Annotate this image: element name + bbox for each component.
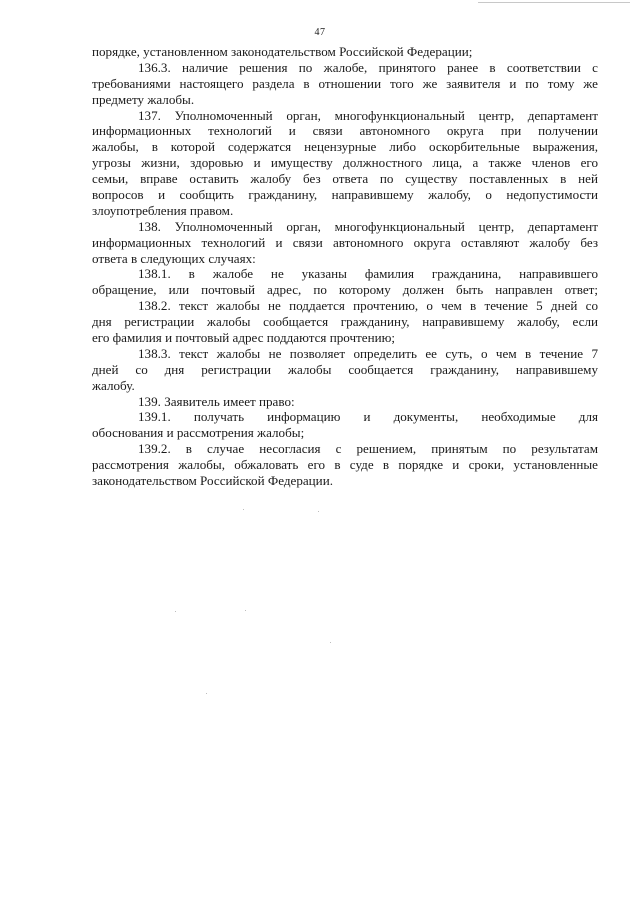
text-line: информационных технологий и связи автономного округа оставляют жалобу без bbox=[92, 234, 598, 250]
text-line: 138.1. в жалобе не указаны фамилия гражданина, направившего bbox=[138, 266, 598, 282]
text-line: семьи, вправе оставить жалобу без ответа по существу поставленных в ней bbox=[92, 171, 598, 187]
text-line: рассмотрения жалобы, обжаловать его в суде в порядке и сроки, установленные bbox=[92, 457, 598, 473]
document-body bbox=[92, 44, 598, 489]
text-line: вопросов и сообщить гражданину, направившему жалобу, о недопустимости bbox=[92, 187, 598, 203]
text-line: 138. Уполномоченный орган, многофункциональный центр, департамент bbox=[138, 218, 598, 234]
text-line: 139.2. в случае несогласия с решением, принятым по результатам bbox=[138, 441, 598, 457]
text-line: дней со дня регистрации жалобы сообщается гражданину, направившему bbox=[92, 361, 598, 377]
text-line: злоупотребления правом. bbox=[92, 202, 234, 218]
scan-speck bbox=[206, 693, 207, 694]
scan-speck bbox=[245, 610, 246, 611]
text-line: 136.3. наличие решения по жалобе, принятого ранее в соответствии с bbox=[138, 59, 598, 75]
scan-speck bbox=[175, 611, 176, 612]
text-line: 138.2. текст жалобы не поддается прочтению, о чем в течение 5 дней со bbox=[138, 298, 598, 314]
text-line: дня регистрации жалобы сообщается гражданину, направившему жалобу, если bbox=[92, 314, 598, 330]
scan-speck bbox=[330, 642, 331, 643]
text-line: порядке, установленном законодательством Российской Федерации; bbox=[92, 44, 473, 59]
text-line: требованиями настоящего раздела в отношении того же заявителя и по тому же bbox=[92, 75, 598, 91]
text-line: ответа в следующих случаях: bbox=[92, 250, 256, 266]
text-line: его фамилия и почтовый адрес поддаются прочтению; bbox=[92, 330, 396, 346]
text-line: 139. Заявитель имеет право: bbox=[138, 393, 295, 409]
scan-speck bbox=[318, 511, 319, 512]
text-line: 138.3. текст жалобы не позволяет определить ее суть, о чем в течение 7 bbox=[138, 345, 598, 361]
scan-edge-line bbox=[478, 2, 630, 3]
page-number: 47 bbox=[314, 27, 326, 38]
text-line: жалобы, в которой содержатся нецензурные либо оскорбительные выражения, bbox=[92, 139, 598, 155]
text-line: угрозы жизни, здоровью и имуществу должностного лица, а также членов его bbox=[92, 155, 598, 171]
text-line: 139.1. получать информацию и документы, необходимые для bbox=[138, 409, 598, 425]
text-line: жалобу. bbox=[92, 377, 135, 393]
text-line: предмету жалобы. bbox=[92, 91, 195, 107]
text-line: 137. Уполномоченный орган, многофункциональный центр, департамент bbox=[138, 107, 598, 123]
text-line: обращение, или почтовый адрес, по которому должен быть направлен ответ; bbox=[92, 282, 598, 298]
text-line: законодательством Российской Федерации. bbox=[92, 473, 333, 489]
scan-speck bbox=[243, 509, 244, 510]
text-line: обоснования и рассмотрения жалобы; bbox=[92, 425, 305, 441]
text-line: информационных технологий и связи автономного округа при получении bbox=[92, 123, 598, 139]
